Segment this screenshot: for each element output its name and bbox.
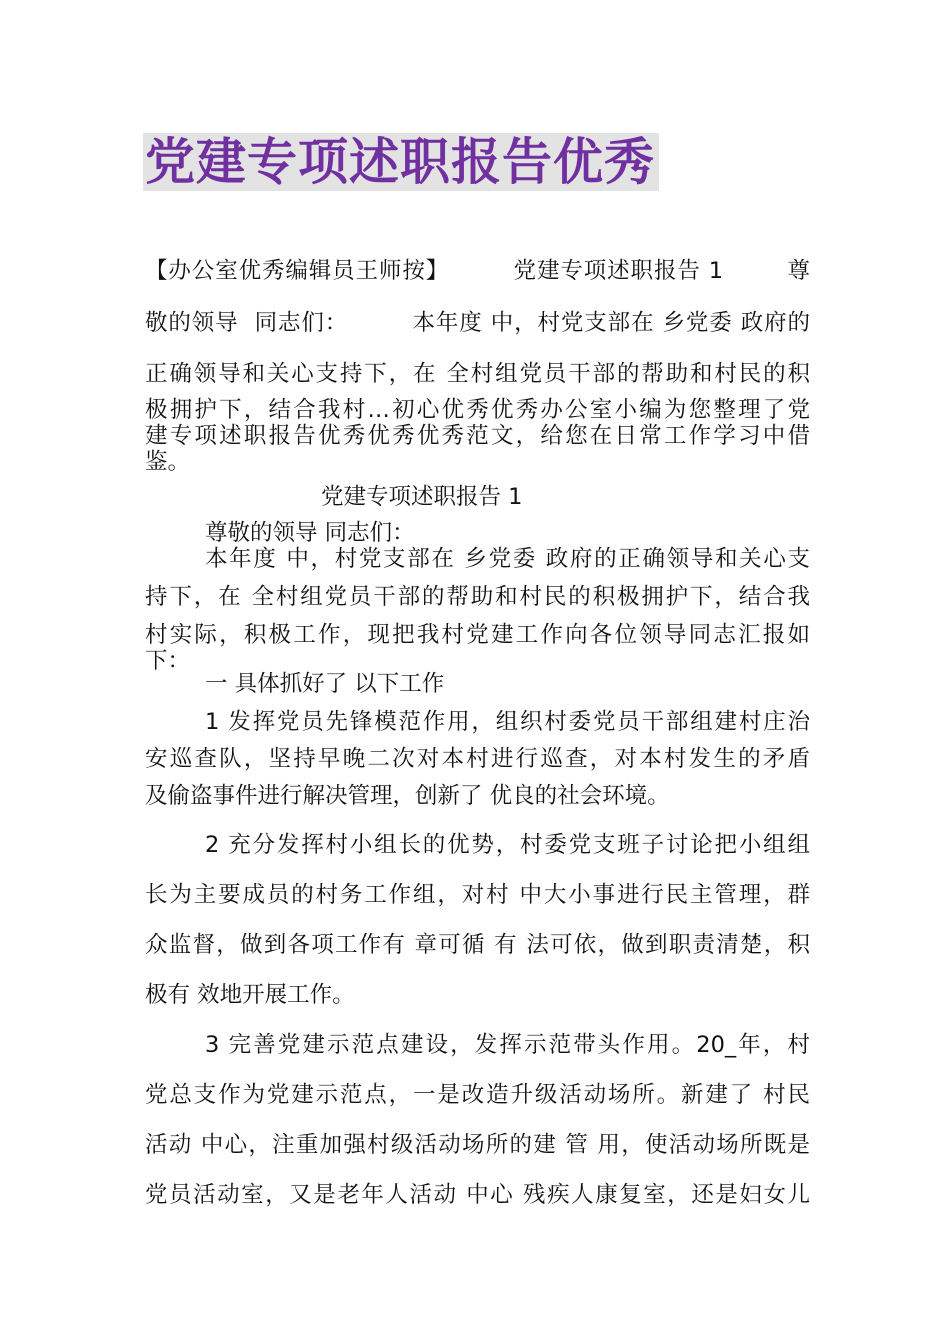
paragraph-line: 活动 中心，注重加强村级活动场所的建 管 用，使活动场所既是 bbox=[145, 1132, 810, 1158]
paragraph-line: 正确领导和关心支持下，在 全村组党员干部的帮助和村民的积 bbox=[145, 361, 810, 387]
paragraph-line: 【办公室优秀编辑员王师按】 党建专项述职报告 1 尊 bbox=[145, 258, 810, 284]
paragraph-line: 下： bbox=[145, 648, 191, 674]
salutation: 尊敬的领导 同志们： bbox=[205, 520, 415, 546]
paragraph-line: 党总支作为党建示范点，一是改造升级活动场所。新建了 村民 bbox=[145, 1082, 810, 1108]
paragraph-line: 众监督，做到各项工作有 章可循 有 法可依，做到职责清楚，积 bbox=[145, 932, 810, 958]
paragraph-line: 本年度 中，村党支部在 乡党委 政府的正确领导和关心支 bbox=[205, 546, 810, 572]
paragraph-line: 鉴。 bbox=[145, 449, 191, 475]
paragraph-line: 敬的领导 同志们： 本年度 中，村党支部在 乡党委 政府的 bbox=[145, 310, 810, 336]
paragraph-line: 极有 效地开展工作。 bbox=[145, 982, 355, 1008]
paragraph-line: 持下，在 全村组党员干部的帮助和村民的积极拥护下，结合我 bbox=[145, 584, 810, 610]
paragraph-line: 党员活动室，又是老年人活动 中心 残疾人康复室，还是妇女儿 bbox=[145, 1182, 810, 1208]
paragraph-line: 建专项述职报告优秀优秀优秀范文，给您在日常工作学习中借 bbox=[145, 423, 810, 449]
subsection-heading: 一 具体抓好了 以下工作 bbox=[205, 671, 445, 697]
section-heading: 党建专项述职报告 1 bbox=[321, 484, 523, 510]
paragraph-line: 2 充分发挥村小组长的优势，村委党支班子讨论把小组组 bbox=[205, 832, 810, 858]
paragraph-line: 长为主要成员的村务工作组，对村 中大小事进行民主管理，群 bbox=[145, 882, 810, 908]
paragraph-line: 极拥护下，结合我村…初心优秀优秀办公室小编为您整理了党 bbox=[145, 397, 810, 423]
paragraph-line: 及偷盗事件进行解决管理，创新了 优良的社会环境。 bbox=[145, 783, 670, 809]
paragraph-line: 3 完善党建示范点建设，发挥示范带头作用。20_年，村 bbox=[205, 1032, 810, 1058]
paragraph-line: 1 发挥党员先锋模范作用，组织村委党员干部组建村庄治 bbox=[205, 709, 810, 735]
document-title: 党建专项述职报告优秀 bbox=[143, 133, 659, 191]
paragraph-line: 安巡查队，坚持早晚二次对本村进行巡查，对本村发生的矛盾 bbox=[145, 746, 810, 772]
paragraph-line: 村实际，积极工作，现把我村党建工作向各位领导同志汇报如 bbox=[145, 622, 810, 648]
